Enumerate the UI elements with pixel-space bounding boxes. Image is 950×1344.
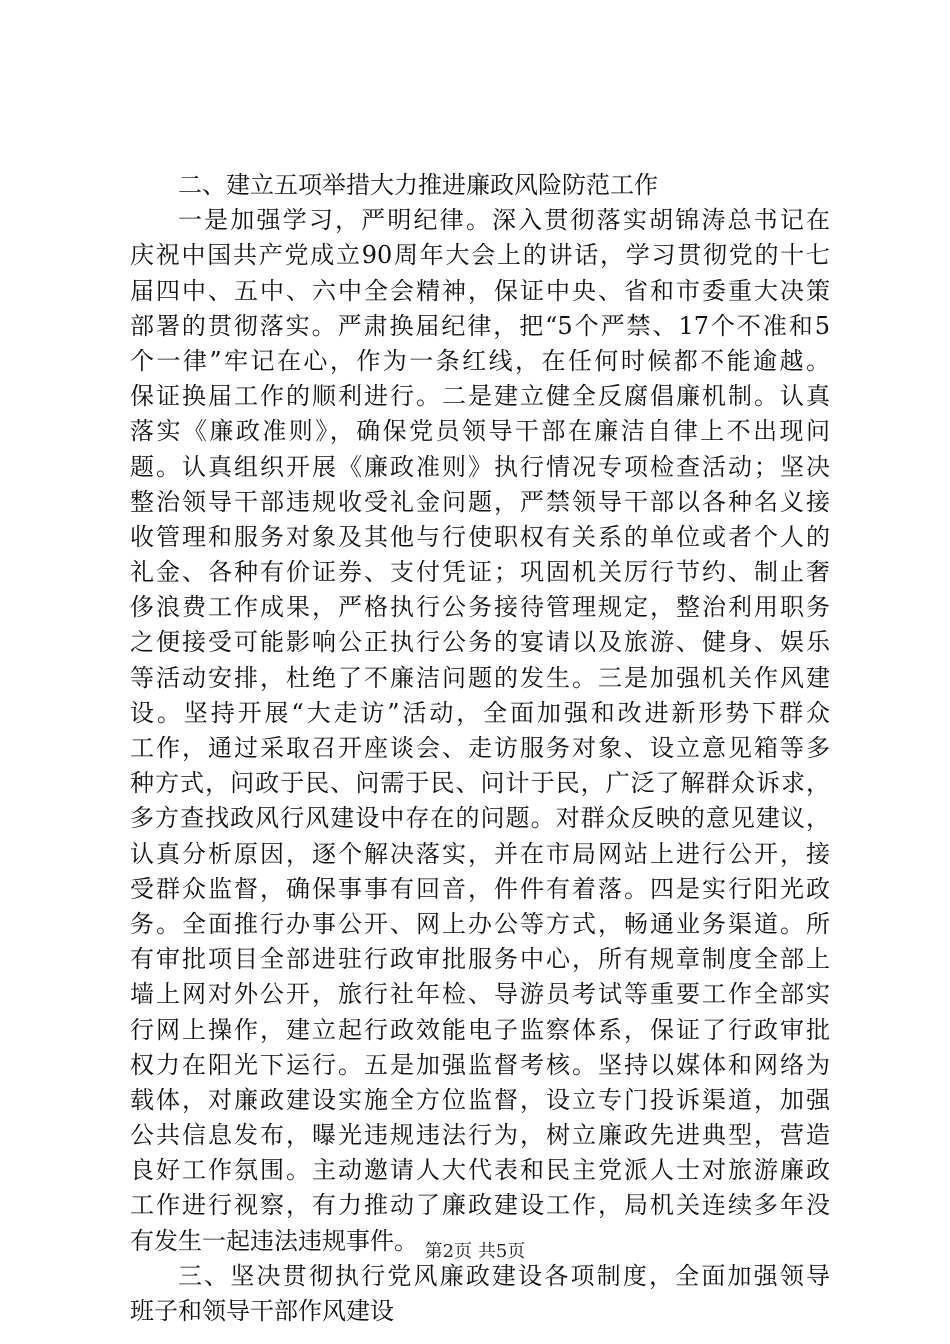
paragraph-line: 之便接受可能影响公正执行公务的宴请以及旅游、健身、娱乐 bbox=[130, 628, 830, 657]
paragraph-line: 等活动安排，杜绝了不廉洁问题的发生。三是加强机关作风建 bbox=[130, 663, 830, 692]
section-heading-2: 二、建立五项举措大力推进廉政风险防范工作 bbox=[178, 171, 658, 199]
paragraph-line: 设。坚持开展“大走访”活动，全面加强和改进新形势下群众 bbox=[130, 698, 830, 727]
paragraph-line: 礼金、各种有价证券、支付凭证；巩固机关厉行节约、制止奢 bbox=[130, 558, 830, 587]
paragraph-line: 一是加强学习，严明纪律。深入贯彻落实胡锦涛总书记在 bbox=[178, 206, 830, 235]
paragraph-line: 墙上网对外公开，旅行社年检、导游员考试等重要工作全部实 bbox=[130, 980, 830, 1009]
paragraph-line: 务。全面推行办事公开、网上办公等方式，畅通业务渠道。所 bbox=[130, 909, 830, 938]
paragraph-line: 工作，通过采取召开座谈会、走访服务对象、设立意见箱等多 bbox=[130, 734, 830, 762]
paragraph-line: 权力在阳光下运行。五是加强监督考核。坚持以媒体和网络为 bbox=[130, 1050, 830, 1079]
paragraph-line: 受群众监督，确保事事有回音，件件有着落。四是实行阳光政 bbox=[130, 874, 830, 903]
paragraph-line: 整治领导干部违规收受礼金问题，严禁领导干部以各种名义接 bbox=[130, 487, 830, 516]
page-footer: 第2页 共5页 bbox=[424, 1241, 526, 1262]
paragraph-line: 行网上操作，建立起行政效能电子监察体系，保证了行政审批 bbox=[130, 1015, 830, 1044]
paragraph-line: 部署的贯彻落实。严肃换届纪律，把“5个严禁、17个不准和5 bbox=[130, 311, 830, 340]
paragraph-line: 认真分析原因，逐个解决落实，并在市局网站上进行公开，接 bbox=[130, 839, 830, 868]
paragraph-line: 个一律”牢记在心，作为一条红线，在任何时候都不能逾越。 bbox=[130, 346, 830, 375]
section-heading-3: 三、坚决贯彻执行党风廉政建设各项制度，全面加强领导 bbox=[178, 1261, 830, 1290]
paragraph-line: 公共信息发布，曝光违规违法行为，树立廉政先进典型，营造 bbox=[130, 1121, 830, 1150]
paragraph-line: 种方式，问政于民、问需于民、问计于民，广泛了解群众诉求， bbox=[130, 769, 830, 798]
paragraph-line: 侈浪费工作成果，严格执行公务接待管理规定，整治利用职务 bbox=[130, 593, 830, 622]
paragraph-line: 届四中、五中、六中全会精神，保证中央、省和市委重大决策 bbox=[130, 276, 830, 305]
paragraph-line: 庆祝中国共产党成立90周年大会上的讲话，学习贯彻党的十七 bbox=[130, 241, 830, 270]
section-heading-3-continued: 班子和领导干部作风建设 bbox=[130, 1297, 394, 1325]
paragraph-line: 收管理和服务对象及其他与行使职权有关系的单位或者个人的 bbox=[130, 522, 830, 551]
paragraph-line: 有审批项目全部进驻行政审批服务中心，所有规章制度全部上 bbox=[130, 945, 830, 974]
paragraph-line: 有发生一起违法违规事件。 bbox=[130, 1226, 418, 1255]
paragraph-line: 多方查找政风行风建设中存在的问题。对群众反映的意见建议， bbox=[130, 804, 830, 833]
paragraph-line: 保证换届工作的顺利进行。二是建立健全反腐倡廉机制。认真 bbox=[130, 382, 830, 411]
paragraph-line: 题。认真组织开展《廉政准则》执行情况专项检查活动；坚决 bbox=[130, 452, 830, 481]
paragraph-line: 良好工作氛围。主动邀请人大代表和民主党派人士对旅游廉政 bbox=[130, 1156, 830, 1185]
paragraph-line: 载体，对廉政建设实施全方位监督，设立专门投诉渠道，加强 bbox=[130, 1085, 830, 1114]
paragraph-line: 落实《廉政准则》，确保党员领导干部在廉洁自律上不出现问 bbox=[130, 417, 830, 446]
paragraph-line: 工作进行视察，有力推动了廉政建设工作，局机关连续多年没 bbox=[130, 1191, 830, 1220]
document-body bbox=[130, 168, 830, 1329]
